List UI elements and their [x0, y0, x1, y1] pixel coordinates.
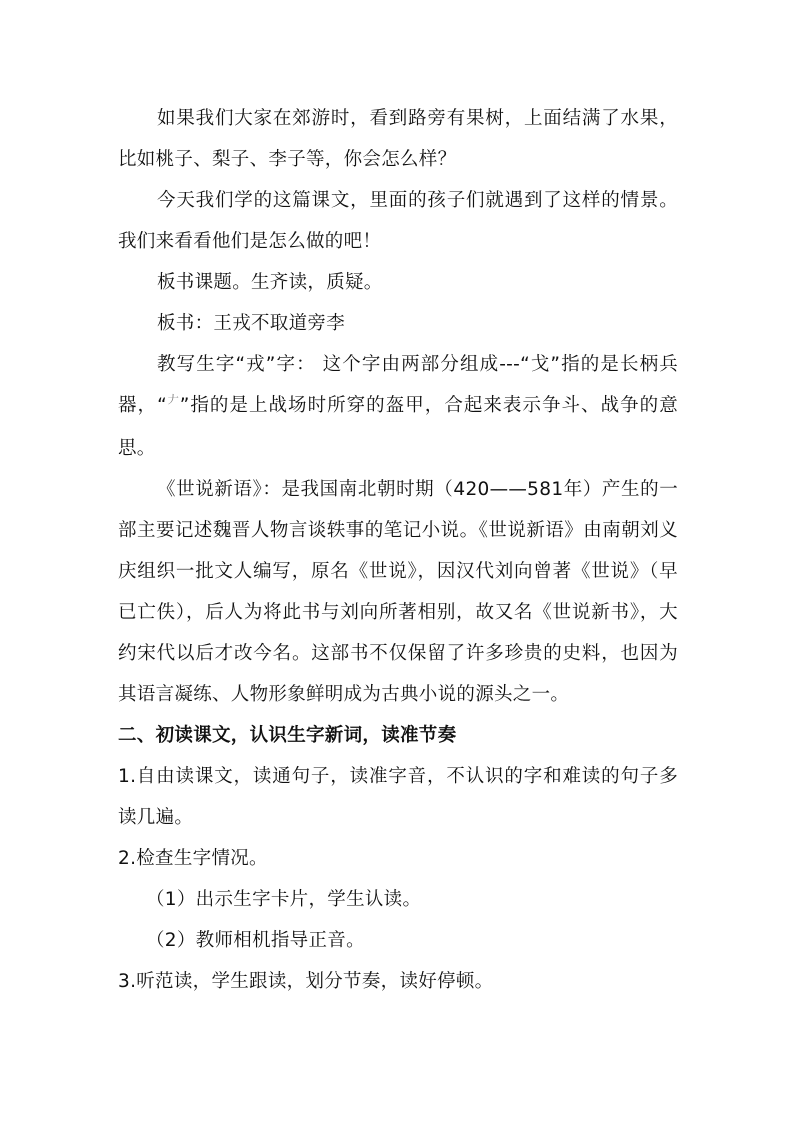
document-body — [118, 98, 678, 1002]
step-2: 2.检查生字情况。 — [118, 848, 268, 869]
character-explanation-part-1: 教写生字“戎”字： 这个字由两部分组成---“戈”指的是长柄兵器， — [118, 354, 678, 416]
substep-2: （2）教师相机指导正音。 — [146, 930, 365, 951]
paragraph-shishuo-xinyu: 《世说新语》：是我国南北朝时期（420——581年）产生的一部主要记述魏晋人物言谈轶事的笔记小说。《世说新语》由南朝刘义庆组织一批文人编写，原名《世说》，因汉代刘向曾著《世说》（早已亡佚），后人为将此书与刘向所著相别，故又名《世说新书》，大约宋代以后才改今名。这部书不仅保留了许多珍贵的史料，也因为其语言凝练、人物形象鲜明成为古典小说的源头之一。 — [118, 479, 678, 705]
section-heading: 二、初读课文，认识生字新词，读准节奏 — [118, 725, 457, 746]
open-quote: “ — [157, 395, 167, 416]
step-3: 3.听范读，学生跟读，划分节奏，读好停顿。 — [118, 971, 494, 992]
paragraph-board-writing: 板书：王戎不取道旁李 — [157, 313, 346, 334]
armor-component-glyph: 𠂇 — [166, 393, 180, 406]
paragraph-board-title: 板书课题。生齐读，质疑。 — [157, 272, 383, 293]
paragraph-lesson-intro: 今天我们学的这篇课文，里面的孩子们就遇到了这样的情景。我们来看看他们是怎么做的吧！ — [118, 190, 678, 252]
character-explanation-part-2: ”指的是上战场时所穿的盔甲，合起来表示争斗、战争的意思。 — [118, 395, 678, 459]
paragraph-intro-question: 如果我们大家在郊游时，看到路旁有果树，上面结满了水果，比如桃子、梨子、李子等，你会怎么样？ — [118, 108, 678, 170]
paragraph-character-explanation — [118, 344, 678, 469]
step-1: 1.自由读课文，读通句子，读准字音，不认识的字和难读的句子多读几遍。 — [118, 766, 678, 828]
substep-1: （1）出示生字卡片，学生认读。 — [146, 889, 422, 910]
